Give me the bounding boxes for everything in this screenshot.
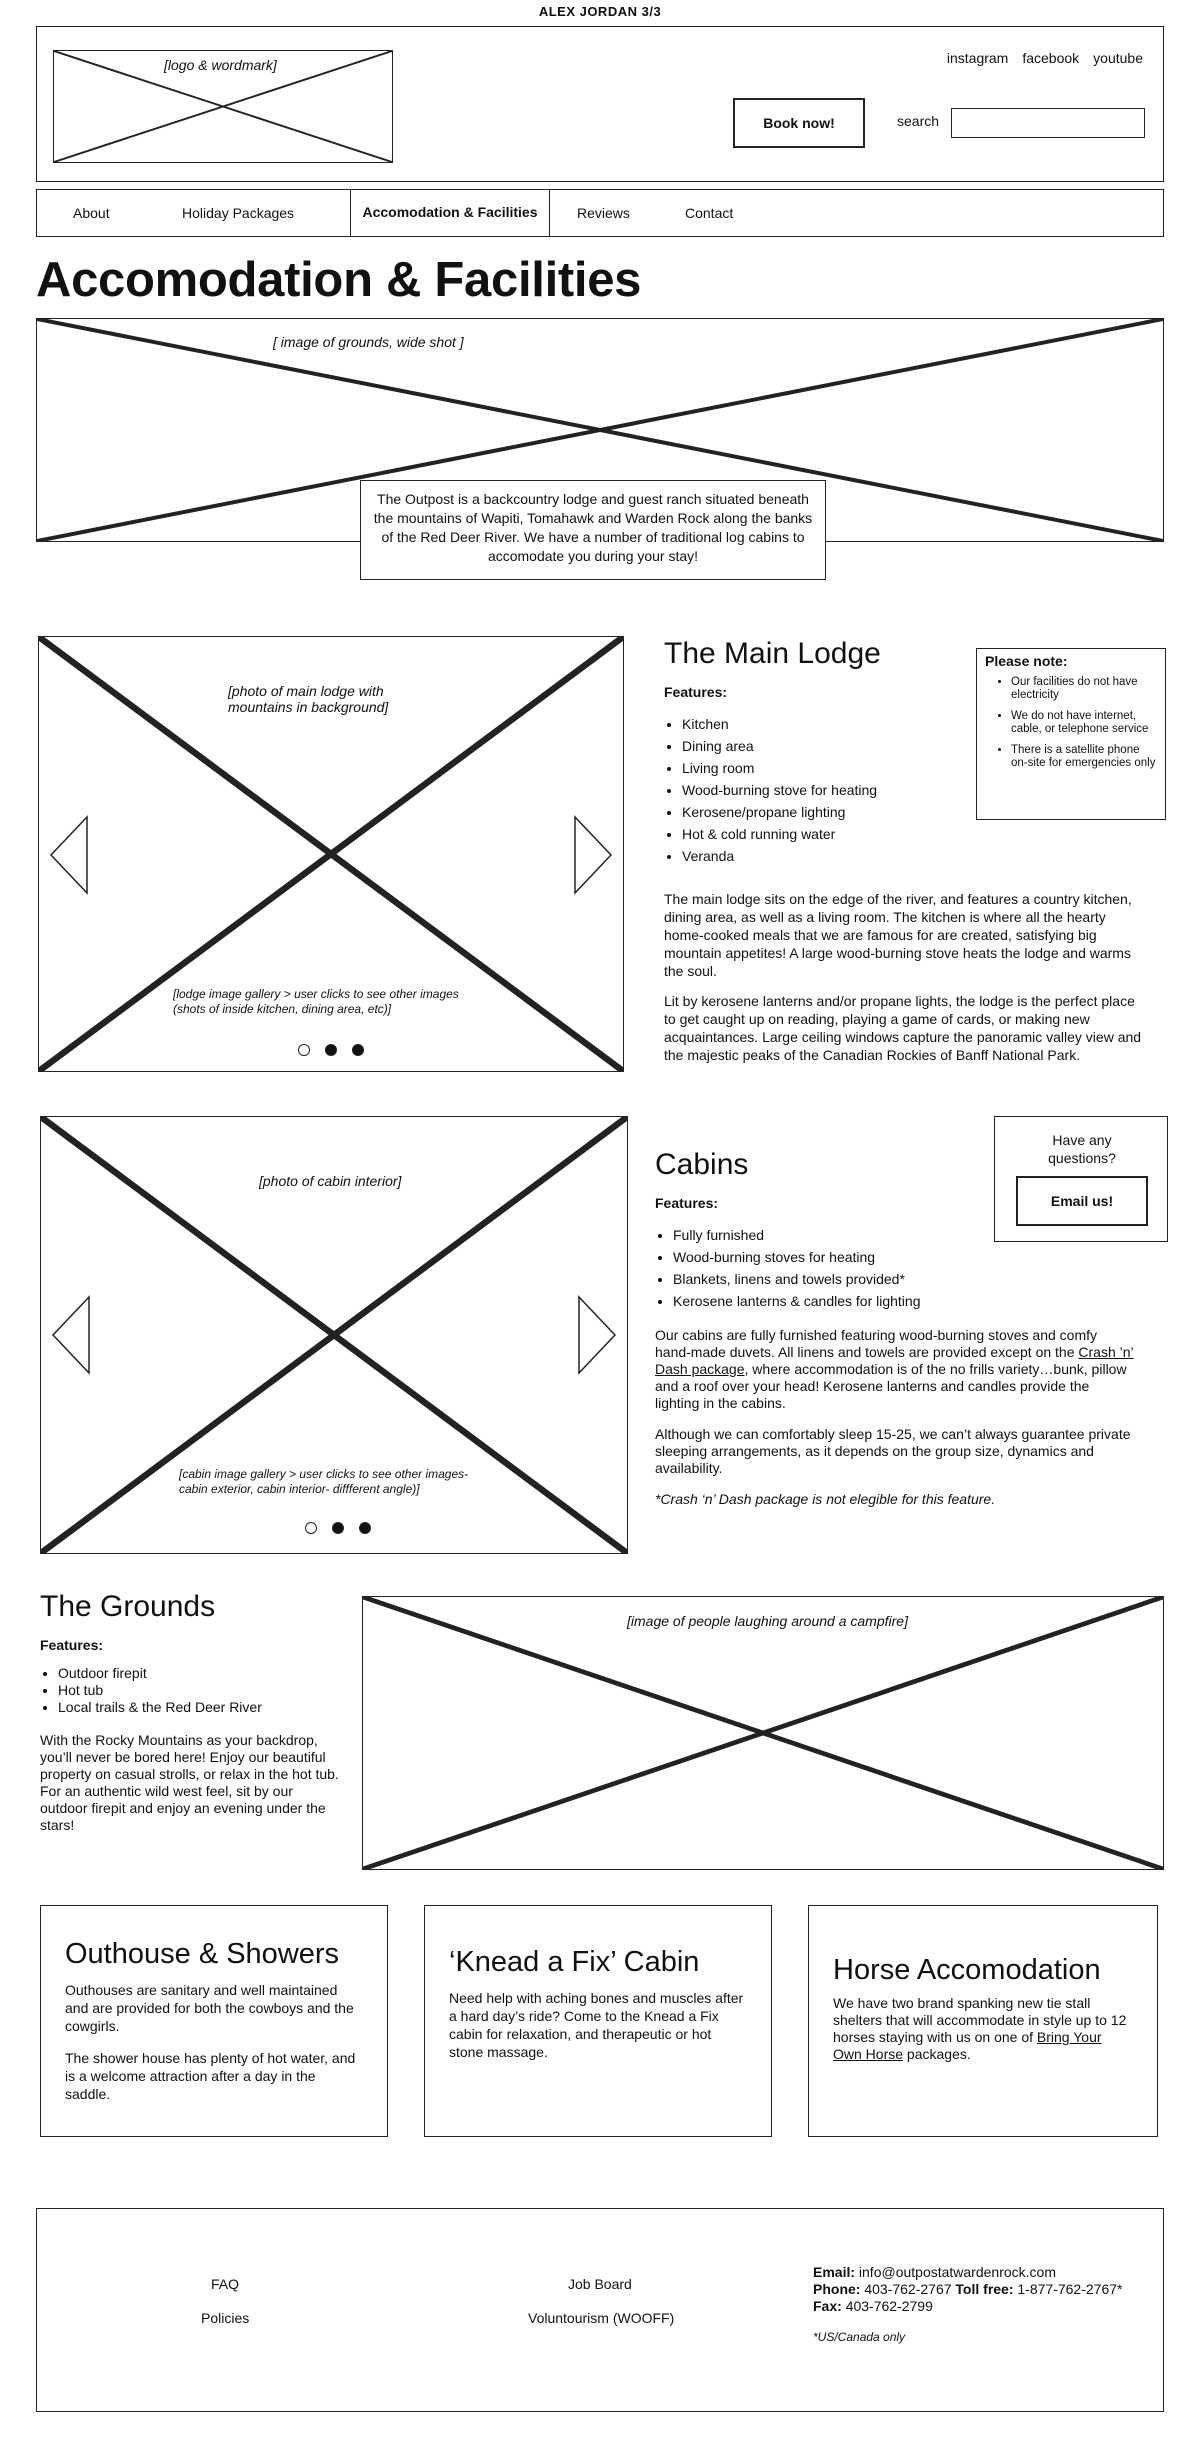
list-item: • Blankets, linens and towels provided*: [673, 1268, 920, 1290]
please-note-list: [985, 676, 1157, 770]
tollfree-label: Toll free:: [955, 2281, 1014, 2297]
cabins-para-2: Although we can comfortably sleep 15-25, we can’t always guarantee private sleeping arrangements, as it depends on the group size, dynamics and availability.: [655, 1426, 1131, 1476]
gallery-dot-2[interactable]: [332, 1522, 344, 1534]
nav-holiday-packages[interactable]: Holiday Packages: [182, 205, 295, 221]
main-nav: [36, 189, 1164, 237]
list-item: • Dining area: [682, 735, 877, 757]
campfire-caption: [image of people laughing around a campfire]: [627, 1613, 908, 1629]
footer: [36, 2208, 1164, 2412]
list-item: • Wood-burning stove for heating: [682, 779, 877, 801]
list-item: • There is a satellite phone on-site for emergencies only: [1011, 744, 1157, 770]
footer-fax-line: [813, 2298, 1122, 2315]
gallery-prev-icon[interactable]: [51, 1295, 91, 1375]
footer-job-board-link[interactable]: Job Board: [568, 2276, 632, 2292]
lodge-photo-caption: [photo of main lodge with mountains in background]: [228, 683, 428, 715]
knead-card: [424, 1905, 772, 2137]
cabins-features-list: [655, 1224, 920, 1312]
nav-accomodation-facilities[interactable]: [350, 189, 550, 237]
gallery-dot-3[interactable]: [359, 1522, 371, 1534]
footer-note: *US/Canada only: [813, 2330, 906, 2344]
top-label: ALEX JORDAN 3/3: [538, 4, 662, 19]
page-title: Accomodation & Facilities: [36, 253, 642, 307]
nav-contact[interactable]: Contact: [685, 205, 734, 221]
list-item: • Hot tub: [58, 1682, 262, 1699]
list-item: • We do not have internet, cable, or telephone service: [1011, 710, 1157, 736]
horse-title: Horse Accomodation: [833, 1954, 1101, 1986]
logo-caption: [logo & wordmark]: [164, 57, 277, 73]
outhouse-card: [40, 1905, 388, 2137]
list-item: • Outdoor firepit: [58, 1665, 262, 1682]
gallery-next-icon[interactable]: [573, 815, 613, 895]
lodge-gallery-caption: [lodge image gallery > user clicks to see other images (shots of inside kitchen, dining area, etc)]: [173, 987, 483, 1017]
gallery-dot-2[interactable]: [325, 1044, 337, 1056]
phone-label: Phone:: [813, 2281, 861, 2297]
intro-box: [360, 480, 826, 580]
book-now-button[interactable]: Book now!: [733, 98, 865, 148]
grounds-features-list: [40, 1665, 262, 1716]
cabins-features-label: Features:: [655, 1195, 719, 1211]
cabins-para-1: [655, 1327, 1135, 1412]
grounds-title: The Grounds: [40, 1590, 216, 1623]
outhouse-title: Outhouse & Showers: [65, 1938, 340, 1970]
footer-tollfree[interactable]: 1-877-762-2767*: [1017, 2281, 1123, 2297]
list-item: • Veranda: [682, 845, 877, 867]
grounds-description: With the Rocky Mountains as your backdrop, you’ll never be bored here! Enjoy our beautiful property on casual strolls, or relax in the hot tub. For an authentic wild west feel, sit by our outdoor firepit and enjoy an evening under the stars!: [40, 1732, 339, 1833]
list-item: • Hot & cold running water: [682, 823, 877, 845]
footer-phone[interactable]: 403-762-2767: [864, 2281, 952, 2297]
footer-policies-link[interactable]: Policies: [201, 2310, 250, 2326]
cabin-gallery[interactable]: [40, 1116, 628, 1554]
footer-faq-link[interactable]: FAQ: [211, 2276, 240, 2292]
nav-reviews[interactable]: Reviews: [577, 205, 630, 221]
instagram-link[interactable]: instagram: [946, 50, 1009, 66]
lodge-para-2: Lit by kerosene lanterns and/or propane lights, the lodge is the perfect place to get caught up on reading, playing a game of cards, or making new acquaintances. Large ceiling windows capture the panoramic valley view and the majestic peaks of the Canadian Rockies of Banff National Park.: [664, 993, 1142, 1063]
list-item: • Kerosene lanterns & candles for lighting: [673, 1290, 920, 1312]
knead-para: Need help with aching bones and muscles after a hard day’s ride? Come to the Knead a Fix cabin for relaxation, and therapeutic or hot stone massage.: [449, 1990, 744, 2060]
lodge-title: The Main Lodge: [664, 637, 881, 670]
cabins-footnote: *Crash ‘n’ Dash package is not elegible for this feature.: [655, 1491, 996, 1507]
nav-about[interactable]: About: [73, 205, 110, 221]
outhouse-para-2: The shower house has plenty of hot water, and is a welcome attraction after a day in the saddle.: [65, 2050, 356, 2102]
knead-title: ‘Knead a Fix’ Cabin: [449, 1946, 700, 1978]
header: [36, 26, 1164, 182]
hero-caption: [ image of grounds, wide shot ]: [273, 334, 464, 350]
lodge-gallery[interactable]: [38, 636, 624, 1072]
questions-text: Have any questions?: [1048, 1132, 1116, 1166]
cabins-para-1-end: , where accommodation is of the no frills variety…bunk, pillow and a roof over your head! Kerosene lanterns and candles provide the lighting in the cabins.: [655, 1361, 1127, 1411]
intro-text: The Outpost is a backcountry lodge and guest ranch situated beneath the mountains of Wapiti, Tomahawk and Warden Rock along the banks of the Red Deer River. We have a number of traditional log cabins to accomodate you during your stay!: [373, 491, 813, 564]
list-item: • Living room: [682, 757, 877, 779]
footer-fax: 403-762-2799: [845, 2298, 933, 2314]
list-item: • Wood-burning stoves for heating: [673, 1246, 920, 1268]
bring-your-own-horse-link[interactable]: Bring Your Own Horse: [833, 2029, 1102, 2062]
cabins-title: Cabins: [655, 1148, 749, 1181]
lodge-features-label: Features:: [664, 684, 728, 700]
outhouse-para-1: Outhouses are sanitary and well maintained and are provided for both the cowboys and the cowgirls.: [65, 1982, 354, 2034]
gallery-dot-1[interactable]: [305, 1522, 317, 1534]
list-item: • Kerosene/propane lighting: [682, 801, 877, 823]
footer-email-line: [813, 2264, 1122, 2281]
email-us-button[interactable]: Email us!: [1016, 1176, 1148, 1226]
gallery-dot-3[interactable]: [352, 1044, 364, 1056]
footer-email[interactable]: info@outpostatwardenrock.com: [858, 2264, 1056, 2280]
cabin-gallery-caption: [cabin image gallery > user clicks to see other images- cabin exterior, cabin interior- diffferent angle)]: [179, 1467, 479, 1497]
search-input[interactable]: [951, 108, 1145, 138]
crash-n-dash-link[interactable]: Crash ’n’ Dash package: [655, 1344, 1134, 1377]
questions-box: [994, 1116, 1168, 1242]
grounds-features-label: Features:: [40, 1637, 104, 1653]
list-item: • Local trails & the Red Deer River: [58, 1699, 262, 1716]
cabin-photo-caption: [photo of cabin interior]: [259, 1173, 402, 1189]
lodge-features-list: [664, 713, 877, 867]
list-item: • Fully furnished: [673, 1224, 920, 1246]
footer-contact: [813, 2264, 1122, 2346]
horse-para-start: We have two brand spanking new tie stall shelters that will accommodate in style up to 12 horses staying with us on one of: [833, 1995, 1127, 2045]
please-note-box: [976, 648, 1166, 820]
lodge-para-1: The main lodge sits on the edge of the river, and features a country kitchen, dining area, as well as a living room. The kitchen is where all the hearty home-cooked meals that we are famous for are created, satisfying big mountain appetites! A large wood-burning stove heats the lodge and warms the soul.: [664, 891, 1132, 979]
cabins-description: [655, 1327, 1135, 1508]
please-note-title: Please note:: [985, 653, 1068, 669]
nav-accomodation-label: Accomodation & Facilities: [362, 204, 538, 220]
list-item: • Kitchen: [682, 713, 877, 735]
logo-placeholder[interactable]: [53, 50, 393, 163]
email-label: Email:: [813, 2264, 856, 2280]
horse-para-end: packages.: [903, 2046, 971, 2062]
search-label: search: [897, 113, 940, 129]
list-item: • Our facilities do not have electricity: [1011, 676, 1157, 702]
campfire-image: [362, 1596, 1164, 1870]
gallery-dot-1[interactable]: [298, 1044, 310, 1056]
gallery-prev-icon[interactable]: [49, 815, 89, 895]
lodge-description: [664, 890, 1146, 1064]
footer-voluntourism-link[interactable]: Voluntourism (WOOFF): [528, 2310, 675, 2326]
footer-phone-line: [813, 2281, 1122, 2298]
horse-para: [833, 1995, 1133, 2063]
fax-label: Fax:: [813, 2298, 842, 2314]
horse-card: [808, 1905, 1158, 2137]
gallery-next-icon[interactable]: [577, 1295, 617, 1375]
cabins-para-1-start: Our cabins are fully furnished featuring wood-burning stoves and comfy hand-made duvets. All linens and towels are provided except on the: [655, 1327, 1098, 1360]
youtube-link[interactable]: youtube: [1093, 50, 1143, 66]
facebook-link[interactable]: facebook: [1022, 50, 1080, 66]
social-links: [947, 50, 1143, 66]
